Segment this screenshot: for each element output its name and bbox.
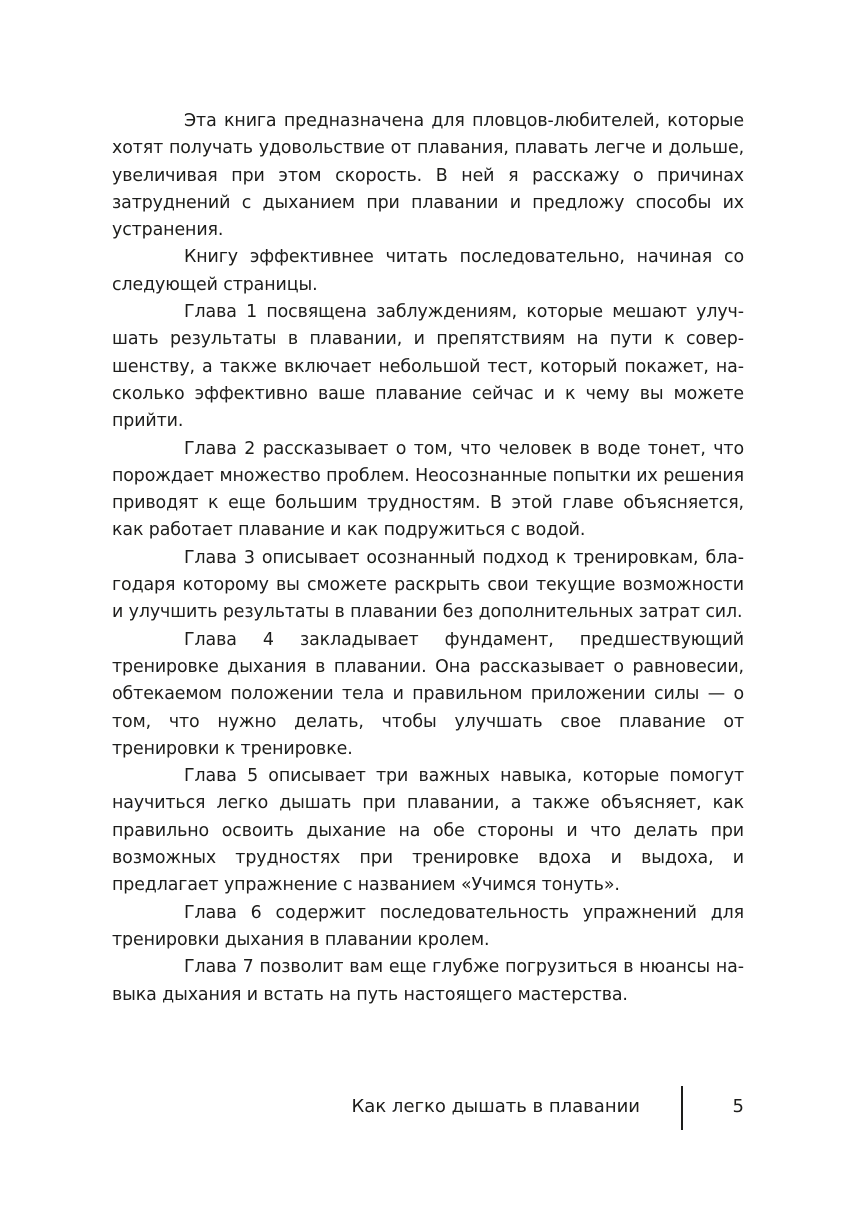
paragraph-chapter-4: Глава 4 закладывает фундамент, предшествующий тренировке дыхания в плавании. Она рассказывает о равновесии, обтекаемом положении тела и правильном приложении силы — о том, что нужно делать, чтобы улучшать свое плавание от тренировки к тренировке.	[112, 629, 744, 759]
page-footer	[112, 1086, 744, 1132]
page-number: 5	[732, 1096, 744, 1117]
paragraph-chapter-7: Глава 7 позволит вам еще глубже погрузиться в нюансы навыка дыхания и встать на путь настоящего мастерства.	[112, 957, 744, 1005]
paragraph-intro: Эта книга предназначена для пловцов-любителей, которые хотят получать удовольствие от плавания, плавать легче и дольше, увеличивая при этом скорость. В ней я расскажу о причинах затруднений с дыханием при плавании и предложу способы их устранения.	[112, 111, 744, 241]
paragraph-reading-order: Книгу эффективнее читать последовательно, начиная со следующей страницы.	[112, 247, 744, 295]
paragraph-chapter-2: Глава 2 рассказывает о том, что человек в воде тонет, что порождает множество проблем. Неосознанные попытки их решения приводят к еще большим трудностям. В этой главе объясняется, как работает плавание и как подружиться с водой.	[112, 438, 744, 541]
paragraph-chapter-3: Глава 3 описывает осознанный подход к тренировкам, благодаря которому вы сможете раскрыть свои текущие возможности и улучшить результаты в плавании без дополнительных затрат сил.	[112, 547, 744, 623]
footer-divider	[681, 1086, 683, 1130]
paragraph-chapter-6: Глава 6 содержит последовательность упражнений для тренировки дыхания в плавании кролем.	[112, 902, 744, 950]
paragraph-chapter-5: Глава 5 описывает три важных навыка, которые помогут научиться легко дышать при плавании, а также объясняет, как правильно освоить дыхание на обе стороны и что делать при возможных трудностях при тренировке вдоха и выдоха, и предлагает упражнение с названием «Учимся тонуть».	[112, 766, 744, 896]
running-title: Как легко дышать в плавании	[351, 1096, 640, 1117]
paragraph-chapter-1: Глава 1 посвящена заблуждениям, которые мешают улучшать результаты в плавании, и препятствиям на пути к совершенству, а также включает небольшой тест, который покажет, насколько эффективно ваше плавание сейчас и к чему вы можете прийти.	[112, 302, 744, 432]
body-text	[112, 108, 744, 1009]
